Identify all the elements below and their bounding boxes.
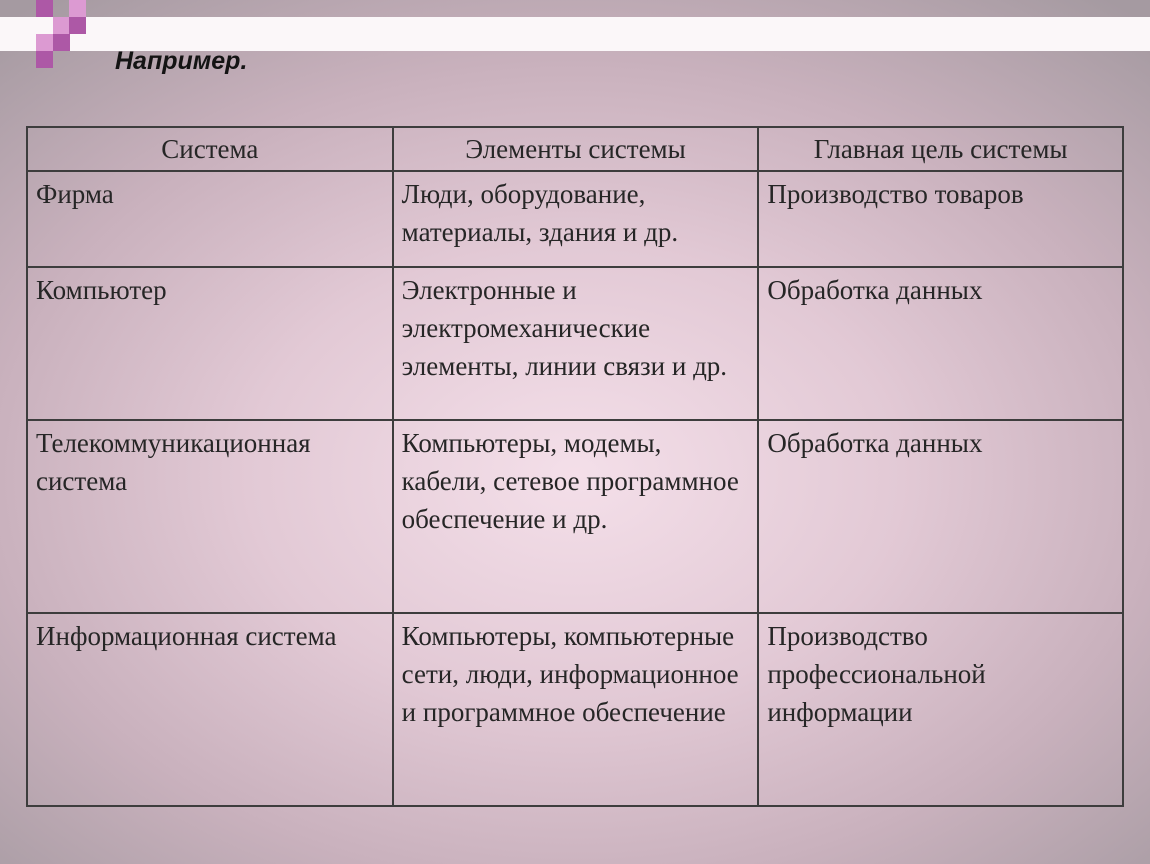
systems-table [26,126,1124,807]
column-header-elements: Элементы системы [393,127,759,171]
table-header-row [27,127,1123,171]
table-row [27,420,1123,613]
elements-cell: Люди, оборудование, материалы, здания и др. [393,171,759,267]
goal-cell: Производство профессиональной информации [758,613,1123,806]
decor-square [53,17,70,34]
header-band [0,17,1150,51]
goal-cell: Обработка данных [758,420,1123,613]
table-row [27,613,1123,806]
goal-cell: Производство товаров [758,171,1123,267]
elements-cell: Компьютеры, модемы, кабели, сетевое программное обеспечение и др. [393,420,759,613]
decor-square [36,51,53,68]
system-cell: Компьютер [27,267,393,420]
decor-square [69,17,86,34]
slide-heading: Например. [115,47,248,75]
decor-square [69,0,86,17]
table-row [27,171,1123,267]
system-cell: Телекоммуникационная система [27,420,393,613]
column-header-goal: Главная цель системы [758,127,1123,171]
table-row [27,267,1123,420]
elements-cell: Электронные и электромеханические элементы, линии связи и др. [393,267,759,420]
column-header-system: Система [27,127,393,171]
decor-square [53,34,70,51]
decor-square [36,0,53,17]
system-cell: Фирма [27,171,393,267]
elements-cell: Компьютеры, компьютерные сети, люди, информационное и программное обеспечение [393,613,759,806]
decor-square [36,34,53,51]
system-cell: Информационная система [27,613,393,806]
goal-cell: Обработка данных [758,267,1123,420]
